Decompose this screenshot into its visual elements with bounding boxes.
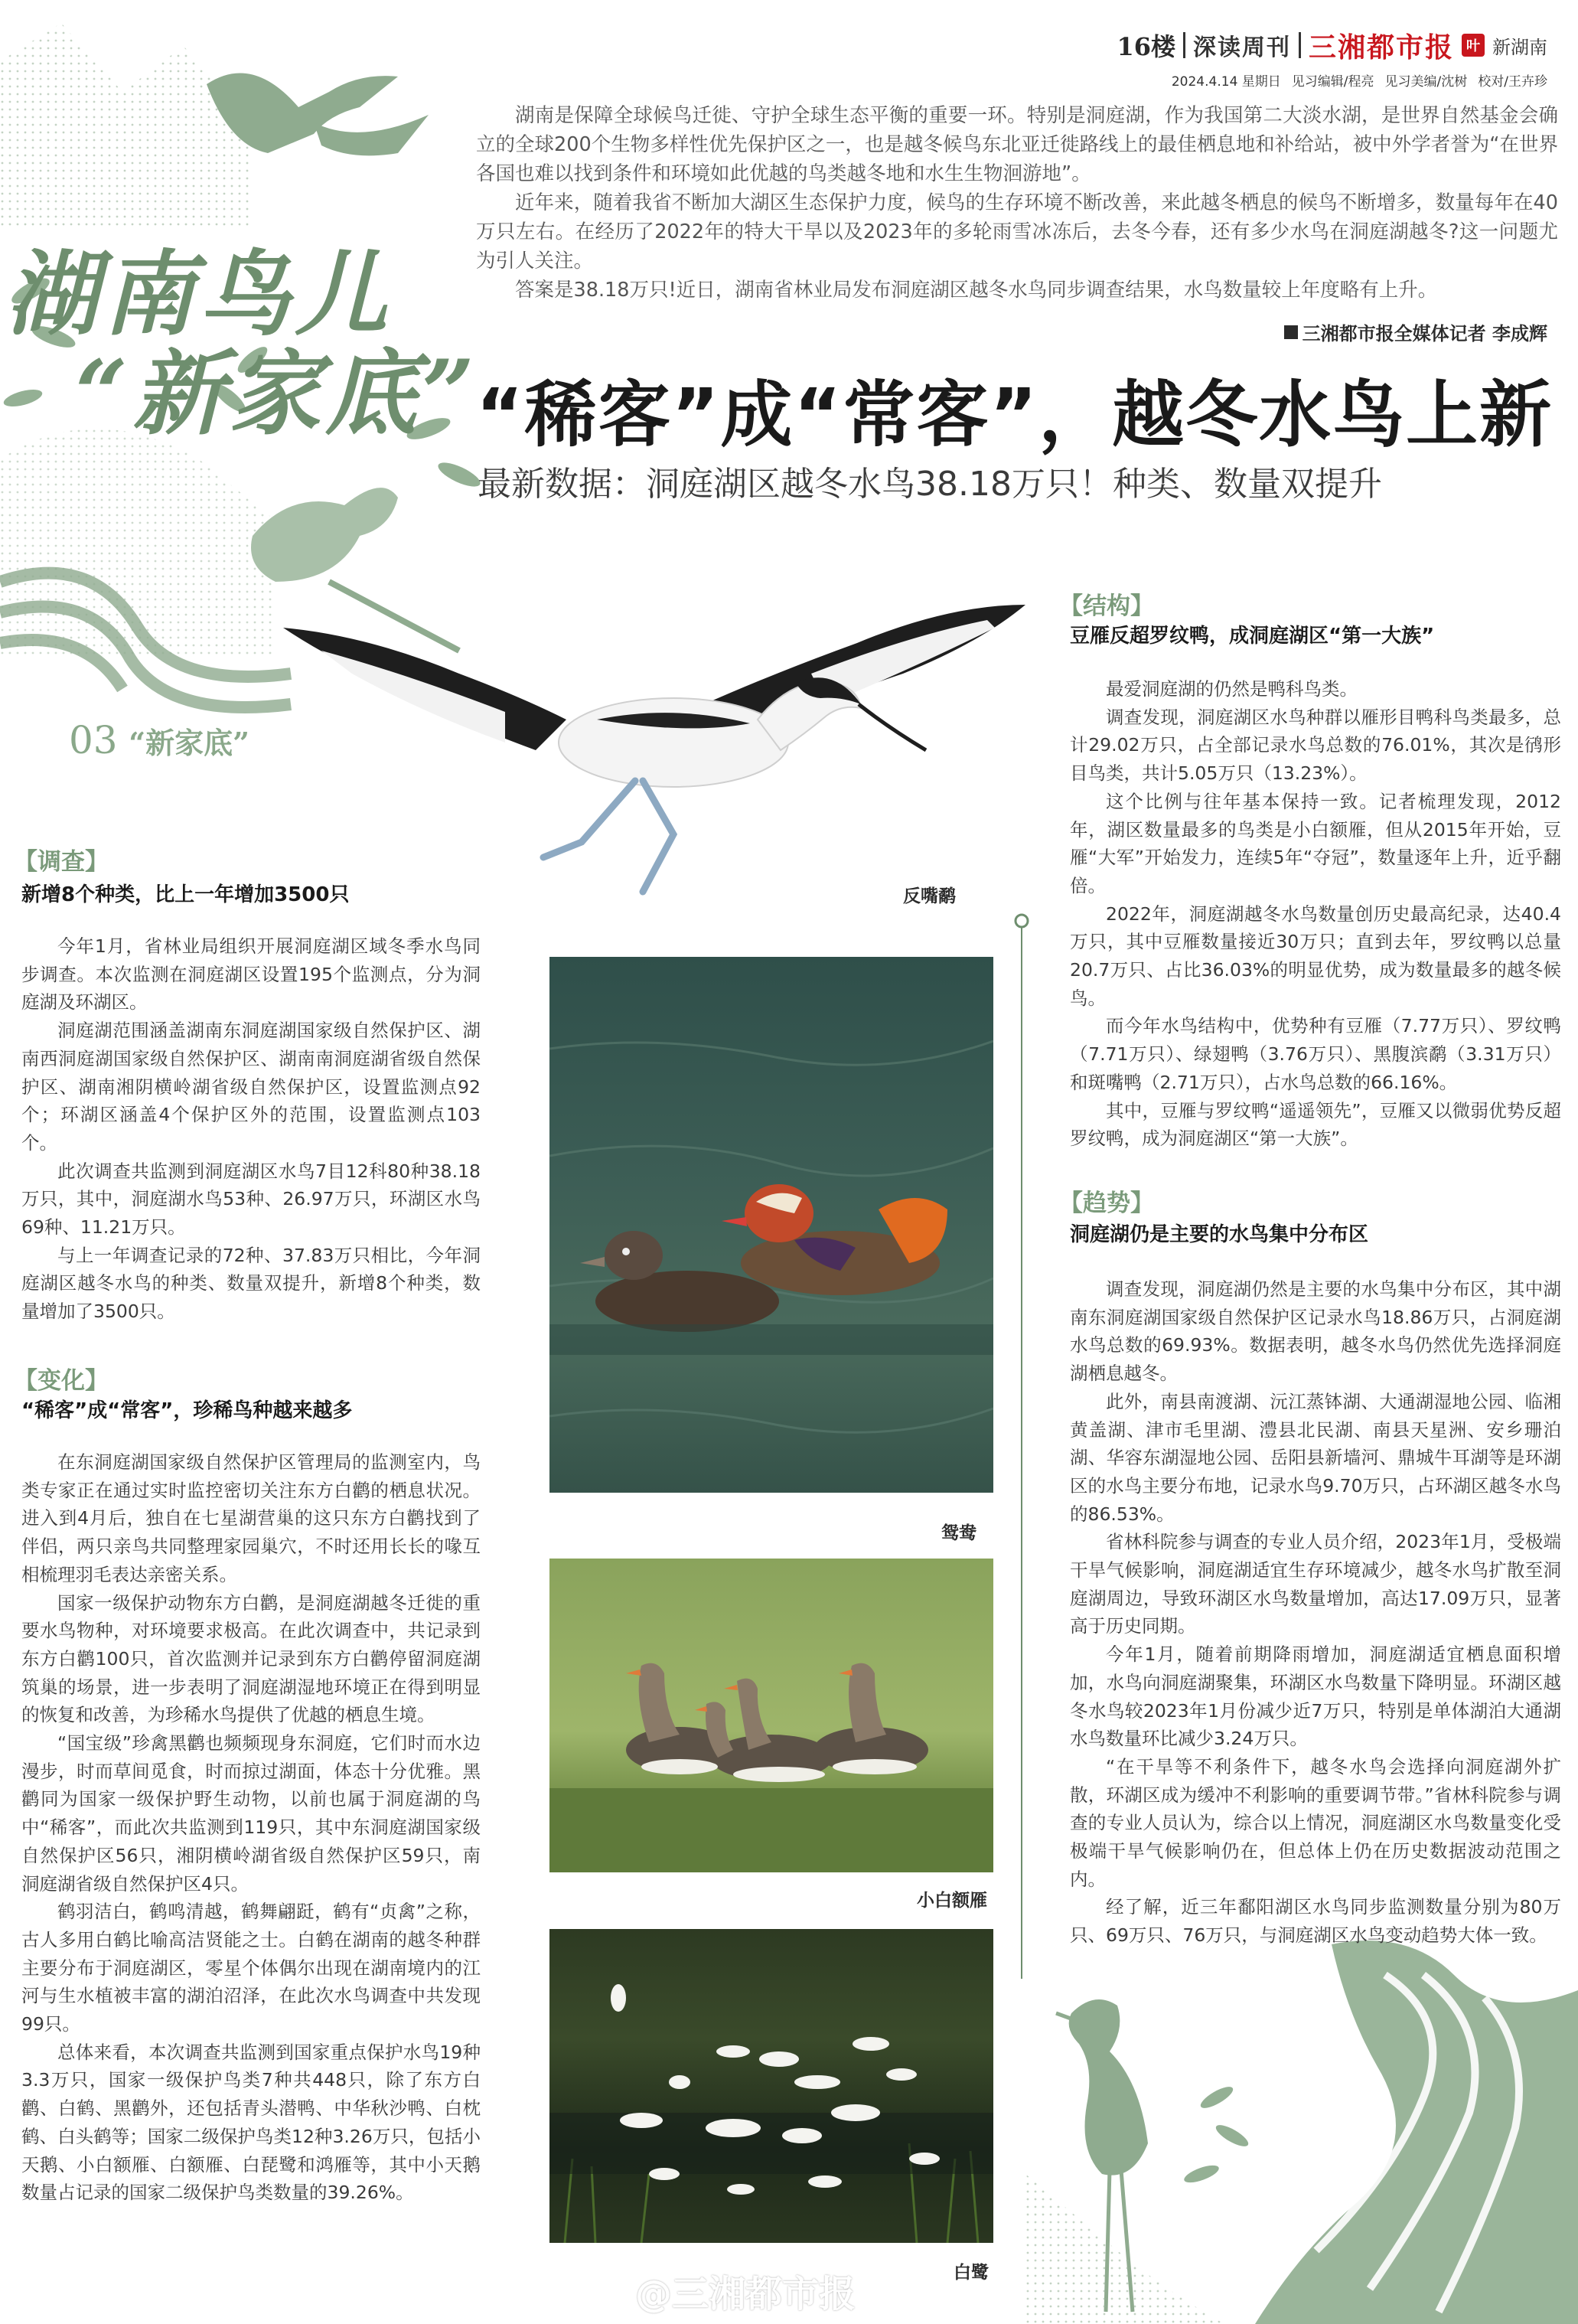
structure-paragraph: 其中，豆雁与罗纹鸭“遥遥领先”，豆雁又以微弱优势反超罗纹鸭，成为洞庭湖区“第一大族”。	[1070, 1099, 1561, 1150]
change-paragraph: 总体来看，本次调查共监测到国家重点保护水鸟19种3.3万只，国家一级保护鸟类7种共448只，除了东方白鹳、白鹤、黑鹳外，还包括青头潜鸭、中华秋沙鸭、白枕鹤、白头鹤等；国家二级保护鸟类12种3.26万只，包括小天鹅、小白额雁、白额雁、白琵鹭和鸿雁等，其中小天鹅数量占记录的国家二级保护鸟类数量的39.26%。	[21, 2041, 481, 2204]
page-number: 16楼	[1117, 32, 1175, 61]
structure-paragraph: 而今年水鸟结构中，优势种有豆雁（7.77万只）、罗纹鸭（7.71万只）、绿翅鸭（3.76万只）、黑腹滨鹬（3.31万只）和斑嘴鸭（2.71万只），占水鸟总数的66.16%。	[1070, 1015, 1561, 1093]
change-paragraph: 鹤羽洁白，鹤鸣清越，鹤舞翩跹，鹤有“贞禽”之称，古人多用白鹤比喻高洁贤能之士。白鹤在湖南的越冬种群主要分布于洞庭湖区，零星个体偶尔出现在湖南境内的江河与生水植被丰富的湖泊沼泽，在此次水鸟调查中共发现99只。	[21, 1901, 481, 2035]
trend-paragraph: 今年1月，随着前期降雨增加，洞庭湖适宜栖息面积增加，水鸟向洞庭湖聚集，环湖区水鸟数量下降明显。环湖区越冬水鸟较2023年1月份减少近7万只，特别是单体湖泊大通湖水鸟数量环比减少3.24万只。	[1070, 1643, 1561, 1750]
trend-paragraph: 此外，南县南渡湖、沅江蒸钵湖、大通湖湿地公园、临湘黄盖湖、津市毛里湖、澧县北民湖、南县天星洲、安乡珊泊湖、华容东湖湿地公园、岳阳县新墙河、鼎城牛耳湖等是环湖区的水鸟主要分布地，记录水鸟9.70万只，占环湖区越冬水鸟的86.53%。	[1070, 1390, 1561, 1525]
trend-paragraph: 经了解，近三年鄱阳湖区水鸟同步监测数量分别为80万只、69万只、76万只，与洞庭湖区水鸟变动趋势大体一致。	[1070, 1896, 1561, 1947]
byline	[1284, 318, 1547, 345]
egret-photo	[549, 1929, 993, 2243]
column-name: 深读周刊	[1192, 34, 1291, 61]
chapter-number: 03	[69, 718, 118, 762]
weibo-watermark: @三湘都市报	[635, 2273, 856, 2316]
survey-paragraph: 与上一年调查记录的72种、37.83万只相比，今年洞庭湖区越冬水鸟的种类、数量双提升，新增8个种类，数量增加了3500只。	[21, 1244, 481, 1323]
section-subtitle-survey: 新增8个种类，比上一年增加3500只	[21, 883, 350, 906]
section-subtitle-structure: 豆雁反超罗纹鸭，成洞庭湖区“第一大族”	[1070, 625, 1435, 648]
intro-text	[476, 101, 1558, 305]
designer-credit: 见习美编/沈树	[1384, 74, 1468, 90]
caption-avocet: 反嘴鹬	[903, 886, 956, 906]
masthead-divider	[1299, 32, 1301, 58]
intro-paragraph: 近年来，随着我省不断加大湖区生态保护力度，候鸟的生存环境不断改善，来此越冬栖息的候鸟不断增多，数量每年在40万只左右。在经历了2022年的特大干旱以及2023年的多轮雨雪冰冻后，去冬今春，还有多少水鸟在洞庭湖越冬?这一问题尤为引人关注。	[476, 191, 1558, 273]
editor-credit: 见习编辑/程亮	[1291, 74, 1374, 90]
change-paragraph: “国宝级”珍禽黑鹳也频频现身东洞庭，它们时而水边漫步，时而草间觅食，时而掠过湖面，体态十分优雅。黑鹳同为国家一级保护野生动物，以前也属于洞庭湖的鸟中“稀客”，而此次共监测到119只，其中东洞庭湖国家级自然保护区56只，湘阴横岭湖省级自然保护区59只，南洞庭湖省级自然保护区4只。	[21, 1732, 481, 1895]
headline: “稀客”成“常客”，越冬水鸟上新	[476, 374, 1554, 457]
app-logo-icon: 叶	[1462, 34, 1485, 57]
section-subtitle-change: “稀客”成“常客”，珍稀鸟种越来越多	[21, 1399, 353, 1422]
subheadline: 最新数据：洞庭湖区越冬水鸟38.18万只！种类、数量双提升	[478, 465, 1382, 504]
lesser-white-fronted-goose-photo	[549, 1559, 993, 1872]
byline-square-icon	[1284, 325, 1298, 339]
structure-paragraph: 最爱洞庭湖的仍然是鸭科鸟类。	[1106, 678, 1358, 700]
survey-paragraph: 今年1月，省林业局组织开展洞庭湖区域冬季水鸟同步调查。本次监测在洞庭湖区设置195个监测点，分为洞庭湖及环湖区。	[21, 935, 481, 1013]
decorative-crane-river-art	[1025, 1929, 1578, 2324]
section-subtitle-trend: 洞庭湖仍是主要的水鸟集中分布区	[1070, 1223, 1369, 1246]
feature-title-line1: 湖南鸟儿	[6, 240, 392, 348]
trend-paragraph: 调查发现，洞庭湖仍然是主要的水鸟集中分布区，其中湖南东洞庭湖国家级自然保护区记录水鸟18.86万只，占洞庭湖水鸟总数的69.93%。数据表明，越冬水鸟仍然优先选择洞庭湖栖息越冬。	[1070, 1278, 1561, 1385]
mandarin-duck-photo	[549, 957, 993, 1493]
survey-body	[21, 932, 481, 1326]
change-paragraph: 国家一级保护动物东方白鹳，是洞庭湖越冬迁徙的重要水鸟物种，对环境要求极高。在此次调查中，共记录到东方白鹳100只，首次监测并记录到东方白鹳停留洞庭湖筑巢的场景，进一步表明了洞庭湖湿地环境正在得到明显的恢复和改善，为珍稀水鸟提供了优越的栖息生境。	[21, 1591, 481, 1726]
section-connector-line	[1014, 907, 1029, 1979]
caption-egret: 白鹭	[954, 2263, 989, 2283]
app-name: 新湖南	[1492, 36, 1547, 58]
section-tag-change: 【变化】	[14, 1367, 109, 1395]
section-tag-trend: 【趋势】	[1059, 1190, 1154, 1217]
change-paragraph: 在东洞庭湖国家级自然保护区管理局的监测室内，鸟类专家正在通过实时监控密切关注东方白鹳的栖息状况。进入到4月后，独自在七星湖营巢的这只东方白鹳找到了伴侣，两只亲鸟共同整理家园巢穴，不时还用长长的喙互相梳理羽毛表达亲密关系。	[21, 1451, 481, 1585]
chapter-label: “新家底”	[129, 726, 249, 760]
intro-paragraph: 答案是38.18万只!近日，湖南省林业局发布洞庭湖区越冬水鸟同步调查结果，水鸟数量较上年度略有上升。	[515, 279, 1438, 302]
edition-meta	[1172, 70, 1547, 90]
caption-goose: 小白额雁	[917, 1891, 987, 1911]
byline-text: 三湘都市报全媒体记者 李成辉	[1302, 323, 1547, 344]
masthead	[1117, 29, 1547, 64]
caption-mandarin: 鸳鸯	[941, 1523, 976, 1543]
survey-paragraph: 此次调查共监测到洞庭湖区水鸟7目12科80种38.18万只，其中，洞庭湖水鸟53种、26.97万只，环湖区水鸟69种、11.21万只。	[21, 1160, 481, 1239]
trend-paragraph: “在干旱等不利条件下，越冬水鸟会选择向洞庭湖外扩散，环湖区成为缓冲不利影响的重要调节带。”省林科院参与调查的专业人员认为，综合以上情况，洞庭湖区水鸟数量变化受极端干旱气候影响仍在，但总体上仍在历史数据波动范围之内。	[1070, 1755, 1561, 1890]
section-tag-survey: 【调查】	[14, 848, 109, 876]
survey-paragraph: 洞庭湖范围涵盖湖南东洞庭湖国家级自然保护区、湖南西洞庭湖国家级自然保护区、湖南南洞庭湖省级自然保护区、湖南湘阴横岭湖省级自然保护区，设置监测点92个；环湖区涵盖4个保护区外的范围，设置监测点103个。	[21, 1020, 481, 1154]
section-tag-structure: 【结构】	[1059, 592, 1154, 620]
proofreader-credit: 校对/王卉珍	[1478, 74, 1547, 90]
change-body	[21, 1448, 481, 2207]
feature-title-line2: “新家底”	[75, 340, 480, 448]
structure-paragraph: 2022年，洞庭湖越冬水鸟数量创历史最高纪录，达40.4万只，其中豆雁数量接近30万只；直到去年，罗纹鸭以总量20.7万只、占比36.03%的明显优势，成为数量最多的越冬候鸟。	[1070, 903, 1561, 1009]
structure-paragraph: 调查发现，洞庭湖区水鸟种群以雁形目鸭科鸟类最多，总计29.02万只，占全部记录水鸟总数的76.01%，其次是鸻形目鸟类，共计5.05万只（13.23%）。	[1070, 706, 1561, 785]
avocet-photo	[275, 589, 1033, 896]
masthead-divider	[1183, 32, 1185, 58]
structure-paragraph: 这个比例与往年基本保持一致。记者梳理发现，2012年，湖区数量最多的鸟类是小白额雁，但从2015年开始，豆雁“大军”开始发力，连续5年“夺冠”，数量逐年上升，近乎翻倍。	[1070, 790, 1561, 896]
intro-paragraph: 湖南是保障全球候鸟迁徙、守护全球生态平衡的重要一环。特别是洞庭湖，作为我国第二大淡水湖，是世界自然基金会确立的全球200个生物多样性优先保护区之一，也是越冬候鸟东北亚迁徙路线上的最佳栖息地和补给站，被中外学者誉为“在世界各国也难以找到条件和环境如此优越的鸟类越冬地和水生生物洄游地”。	[476, 104, 1558, 185]
trend-body	[1070, 1275, 1561, 1950]
feature-calligraphy-title	[6, 240, 480, 448]
issue-date: 2024.4.14 星期日	[1171, 74, 1281, 90]
newspaper-name: 三湘都市报	[1308, 31, 1454, 64]
chapter-marker	[69, 718, 249, 762]
structure-body	[1070, 675, 1561, 1153]
trend-paragraph: 省林科院参与调查的专业人员介绍，2023年1月，受极端干旱气候影响，洞庭湖适宜生存环境减少，越冬水鸟扩散至洞庭湖周边，导致环湖区水鸟数量增加，高达17.09万只，显著高于历史同期。	[1070, 1531, 1561, 1637]
